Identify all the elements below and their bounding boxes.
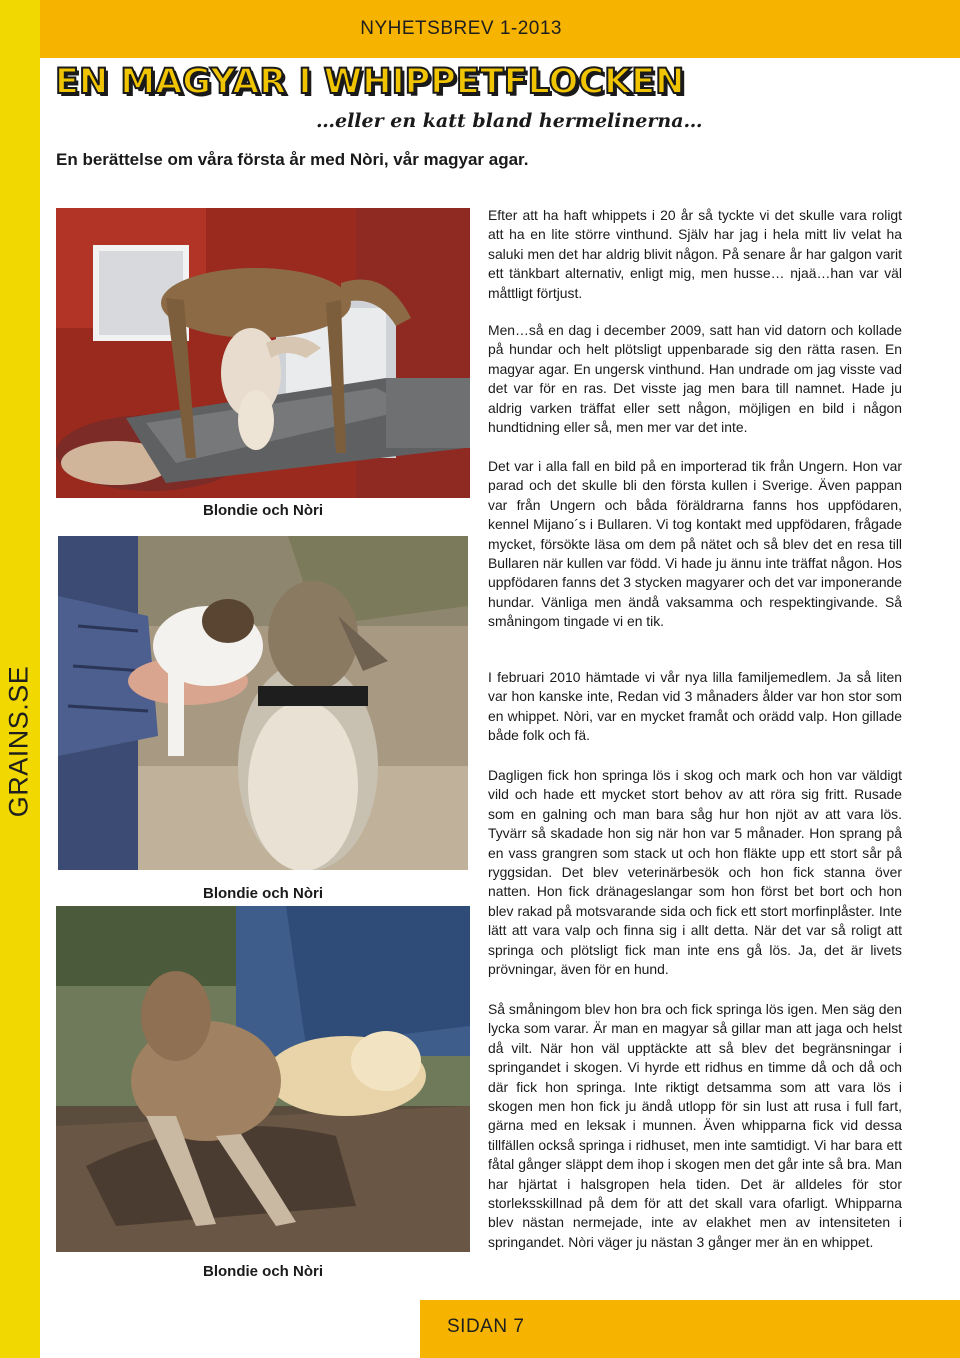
photo-dogs-lying bbox=[56, 906, 470, 1252]
newsletter-label: NYHETSBREV 1-2013 bbox=[360, 18, 562, 39]
footer-gap bbox=[40, 1300, 420, 1358]
article-paragraph: Dagligen fick hon springa lös i skog och mark och hon var väldigt vild och hade ett mycket stort behov av att röra sig fritt. Rusade som en galning och man bara såg hur hon njöt av att vara lös. Tyvärr så skadade hon sig när hon var 5 månader. Hon sprang på en vass grangren som stack ut och hon fläkte upp ett stort sår på ryggsidan. Det blev veterinärbesök och hon fick stanna över natten. Hon fick dränageslangar som hon först bet bort och hon blev rakad på motsvarande sida och fick ett stort morfinplåster. Inte lätt att vara valp och finna sig i allt detta. När det var så roligt att springa och plötsligt fick man inte ens gå lös. Ja, det är livets prövningar, även för en hund. bbox=[488, 767, 902, 978]
article-paragraph: Så småningom blev hon bra och fick springa lös igen. Men säg den lycka som varar. Är man en magyar så gillar man att jaga och helst då vilt. När hon väl upptäckte att så blev det begränsningar i springandet i skogen. Vi hyrde ett ridhus en timme då och då och där fick hon springa. Inte riktigt detsamma som att vara lös i skogen men hon fick ju ändå utlopp för sin lust att rusa i full fart, gärna med en leksak i munnen. Även whipparna fick vid dessa tillfällen också springa i ridhuset, men inte samtidigt. Vi har bara ett fåtal gånger släppt dem ihop i skogen men det går inte så bra. Man har hjärtat i halsgropen hela tiden. Det är alldeles för stor storleksskillnad på dem för att det skall vara ofarligt. Whipparna blev nästan nermejade, inte av elakhet men av intensiteten i springandet. Nòri väger ju nästan 3 gånger mer än en whippet. bbox=[488, 1001, 902, 1250]
article-title: EN MAGYAR I WHIPPETFLOCKEN bbox=[55, 62, 685, 102]
photo-caption: Blondie och Nòri bbox=[203, 885, 323, 902]
photo-caption: Blondie och Nòri bbox=[203, 502, 323, 519]
photo-dogs-on-bed bbox=[56, 208, 470, 498]
header-corner bbox=[0, 0, 40, 58]
photo-caption: Blondie och Nòri bbox=[203, 1263, 323, 1280]
article-paragraph: I februari 2010 hämtade vi vår nya lilla familjemedlem. Ja så liten var hon kanske inte, Redan vid 3 månaders ålder var hon stor som en whippet. Nòri, var en mycket framåt och orädd valp. Hon gillade både folk och fä. bbox=[488, 669, 902, 744]
side-band bbox=[0, 58, 40, 1300]
article-subtitle: …eller en katt bland hermelinerna… bbox=[316, 110, 703, 132]
article-intro: En berättelse om våra första år med Nòri, vår magyar agar. bbox=[56, 150, 529, 169]
footer-corner bbox=[0, 1300, 40, 1358]
article-paragraph: Det var i alla fall en bild på en importerad tik från Ungern. Hon var parad och det skulle bli den första kullen i Sverige. Även pappan var från Ungern och båda föräldrarna fanns hos uppfödaren, kennel Mijano´s i Bullaren. Vi tog kontakt med uppfödaren, frågade mycket, försökte läsa om dem på nätet och så blev det en resa till Bullaren när kullen var född. Vi hade ju ännu inte träffat någon. Hos uppfödaren fanns det 3 stycken magyarer och det var imponerande hundar. Vänliga men ändå vaksamma och respektingivande. Så småningom tingade vi en tik. bbox=[488, 458, 902, 630]
page-number: SIDAN 7 bbox=[447, 1316, 525, 1337]
photo-puppy-and-dog bbox=[58, 536, 468, 870]
article-paragraph: Men…så en dag i december 2009, satt han vid datorn och kollade på hundar och helt plötsligt uppenbarade sig den rätta rasen. En magyar agar. En ungersk vinthund. Han undrade om jag visste vad det var för en ras. Det visste jag men bara till namnet. Hade ju aldrig varken träffat eller sett någon, möjligen en bild i någon hundtidning eller så, men mer var det inte. bbox=[488, 322, 902, 436]
site-name: GRAINS.SE bbox=[3, 665, 34, 818]
article-paragraph: Efter att ha haft whippets i 20 år så tyckte vi det skulle vara roligt att ha en lite större vinthund. Själv har jag i hela mitt liv velat ha saluki men det har aldrig blivit någon. På senare år har galgon varit ett tänkbart alternativ, enligt mig, men husse… njaä…han var väl måttligt förtjust. bbox=[488, 207, 902, 301]
